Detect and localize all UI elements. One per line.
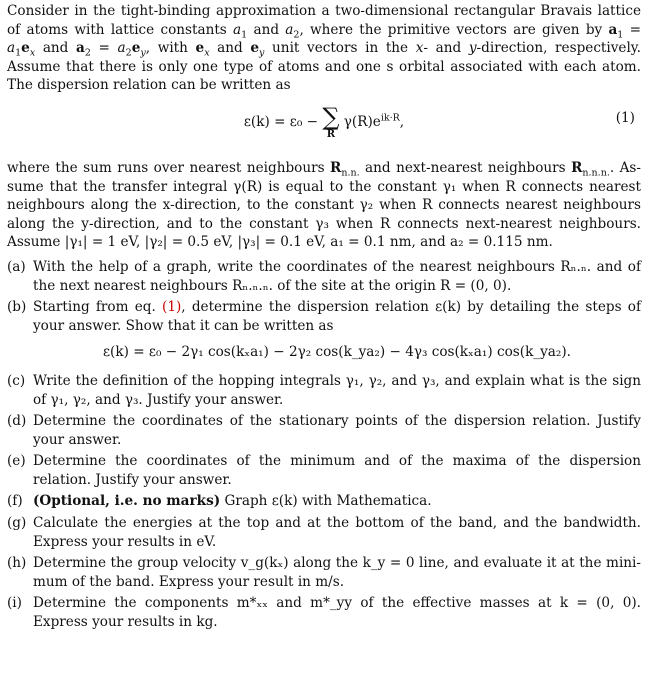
question-b: [7, 298, 641, 362]
question-label: (a): [7, 258, 26, 275]
intro-text: and: [42, 40, 77, 57]
question-label: (e): [7, 453, 26, 470]
intro-text: unit vectors in the: [264, 40, 416, 57]
question-text: Calculate the energies at the top and at the bottom of the band, and the bandwidth. Express your results in eV.: [33, 515, 641, 550]
question-f: [7, 492, 641, 511]
optional-note: (Optional, i.e. no marks): [33, 493, 221, 510]
equation-number: (1): [615, 109, 635, 126]
assumptions-text: where the sum runs over nearest neighbours: [7, 159, 331, 176]
question-label: (c): [7, 372, 26, 389]
intro-line-4: that there is only one type of atoms and one s orbital associated with each atom. The: [7, 58, 641, 94]
question-label: (b): [7, 299, 27, 316]
equation-reference-link[interactable]: (1): [162, 299, 182, 316]
question-text: , determine the dispersion relation ε(k) by detailing the steps of your answer. Show that it can be written as: [33, 299, 642, 334]
question-d: [7, 412, 641, 449]
question-h: [7, 554, 641, 591]
intro-text: , where the primitive vectors are given by: [299, 21, 609, 38]
question-a: [7, 258, 641, 295]
sigma-subscript: R: [326, 128, 336, 140]
question-text: Determine the group velocity v_g(kₓ) along the k_y = 0 line, and evaluate it at the mini-mum of the band. Express your result in m/s.: [33, 555, 641, 590]
question-label: (i): [7, 595, 22, 612]
intro-paragraph: Consider in the tight-binding approximation a two-dimensional rectangular Bravais lattice of atoms with lattice constants $a_1$ and $a_2$, where the primitive vectors are given by $a_1 = a_1e_x$ and $a_2 = a_2e_y$, with $e_x$ and $e_y$ unit vectors in the x- and y-direction, respectively. Assume that there is only one type of atoms and one s orbital associated with each atom. The dispersion relation can be written as: [7, 3, 642, 94]
question-i: [7, 594, 641, 631]
equation-1-tail: ,: [399, 113, 405, 130]
question-c: [7, 372, 641, 409]
equation-1-term: γ(R)e: [343, 113, 381, 130]
intro-text: of atoms with lattice constants: [7, 21, 234, 38]
rnn-subscript: n.n.: [341, 167, 360, 179]
question-text: With the help of a graph, write the coordinates of the nearest neighbours Rₙ.ₙ. and of the next nearest neighbours Rₙ.ₙ.ₙ. of the site at the origin R = (0, 0).: [33, 258, 641, 294]
rnn-symbol: R: [330, 159, 342, 176]
intro-text: , with: [145, 40, 196, 57]
intro-text: and: [209, 40, 251, 57]
question-text: Starting from eq.: [33, 299, 163, 316]
assumptions-paragraph: [7, 159, 641, 252]
question-text: Write the definition of the hopping integrals γ₁, γ₂, and γ₃, and explain what is the sign of γ₁, γ₂, and γ₃. Justify your answer.: [33, 372, 641, 408]
equation-1-lhs: ε(k) = ε₀ −: [243, 113, 323, 130]
intro-text: =: [623, 21, 641, 38]
assumptions-text: and next-nearest neighbours: [359, 159, 572, 176]
intro-text: -direction, respectively. Assume: [7, 40, 642, 75]
question-label: (f): [7, 493, 23, 510]
intro-text: and: [247, 21, 286, 38]
question-text: Determine the coordinates of the minimum and of the maxima of the dispersion relation. Justify your answer.: [33, 453, 641, 488]
question-text: Determine the components m*ₓₓ and m*_yy of the effective masses at k = (0, 0). Express your results in kg.: [33, 595, 641, 631]
sigma-glyph: ∑: [322, 102, 340, 131]
intro-line-5: dispersion relation can be written as: [37, 77, 291, 94]
equation-1-exponent: ik·R: [380, 112, 400, 124]
question-g: [7, 514, 641, 551]
rnnn-symbol: R: [571, 159, 583, 176]
question-text: Determine the coordinates of the stationary points of the dispersion relation. Justify your answer.: [33, 413, 641, 448]
dispersion-equation: ε(k) = ε₀ − 2γ₁ cos(kₓa₁) − 2γ₂ cos(k_ya₂) − 4γ₃ cos(kₓa₁) cos(k_ya₂).: [103, 344, 571, 361]
question-label: (g): [7, 515, 27, 532]
question-e: [7, 452, 641, 489]
assumptions-text: . As-sume that the transfer integral γ(R) is equal to the constant γ₁ when R connects nearest neighbours along the x-direction, to the constant γ₂ when R connects nearest neighbours along the y-direction, and to the constant γ₃ when R connects next-nearest neighbours. Assume |γ₁| = 1 eV, |γ₂| = 0.5 eV, |γ₃| = 0.1 eV, a₁ = 0.1 nm, and a₂ = 0.115 nm.: [7, 159, 642, 251]
intro-line-1: Consider in the tight-binding approximation a two-dimensional rectangular Bravais lattice: [7, 3, 641, 19]
question-label: (h): [7, 555, 27, 572]
intro-text: - and: [423, 40, 469, 57]
intro-text: =: [90, 40, 118, 57]
question-label: (d): [7, 413, 27, 430]
rnnn-subscript: n.n.n.: [582, 167, 610, 179]
summation-symbol: [322, 102, 340, 140]
equation-1: [7, 103, 641, 149]
question-text: Graph ε(k) with Mathematica.: [220, 493, 432, 510]
